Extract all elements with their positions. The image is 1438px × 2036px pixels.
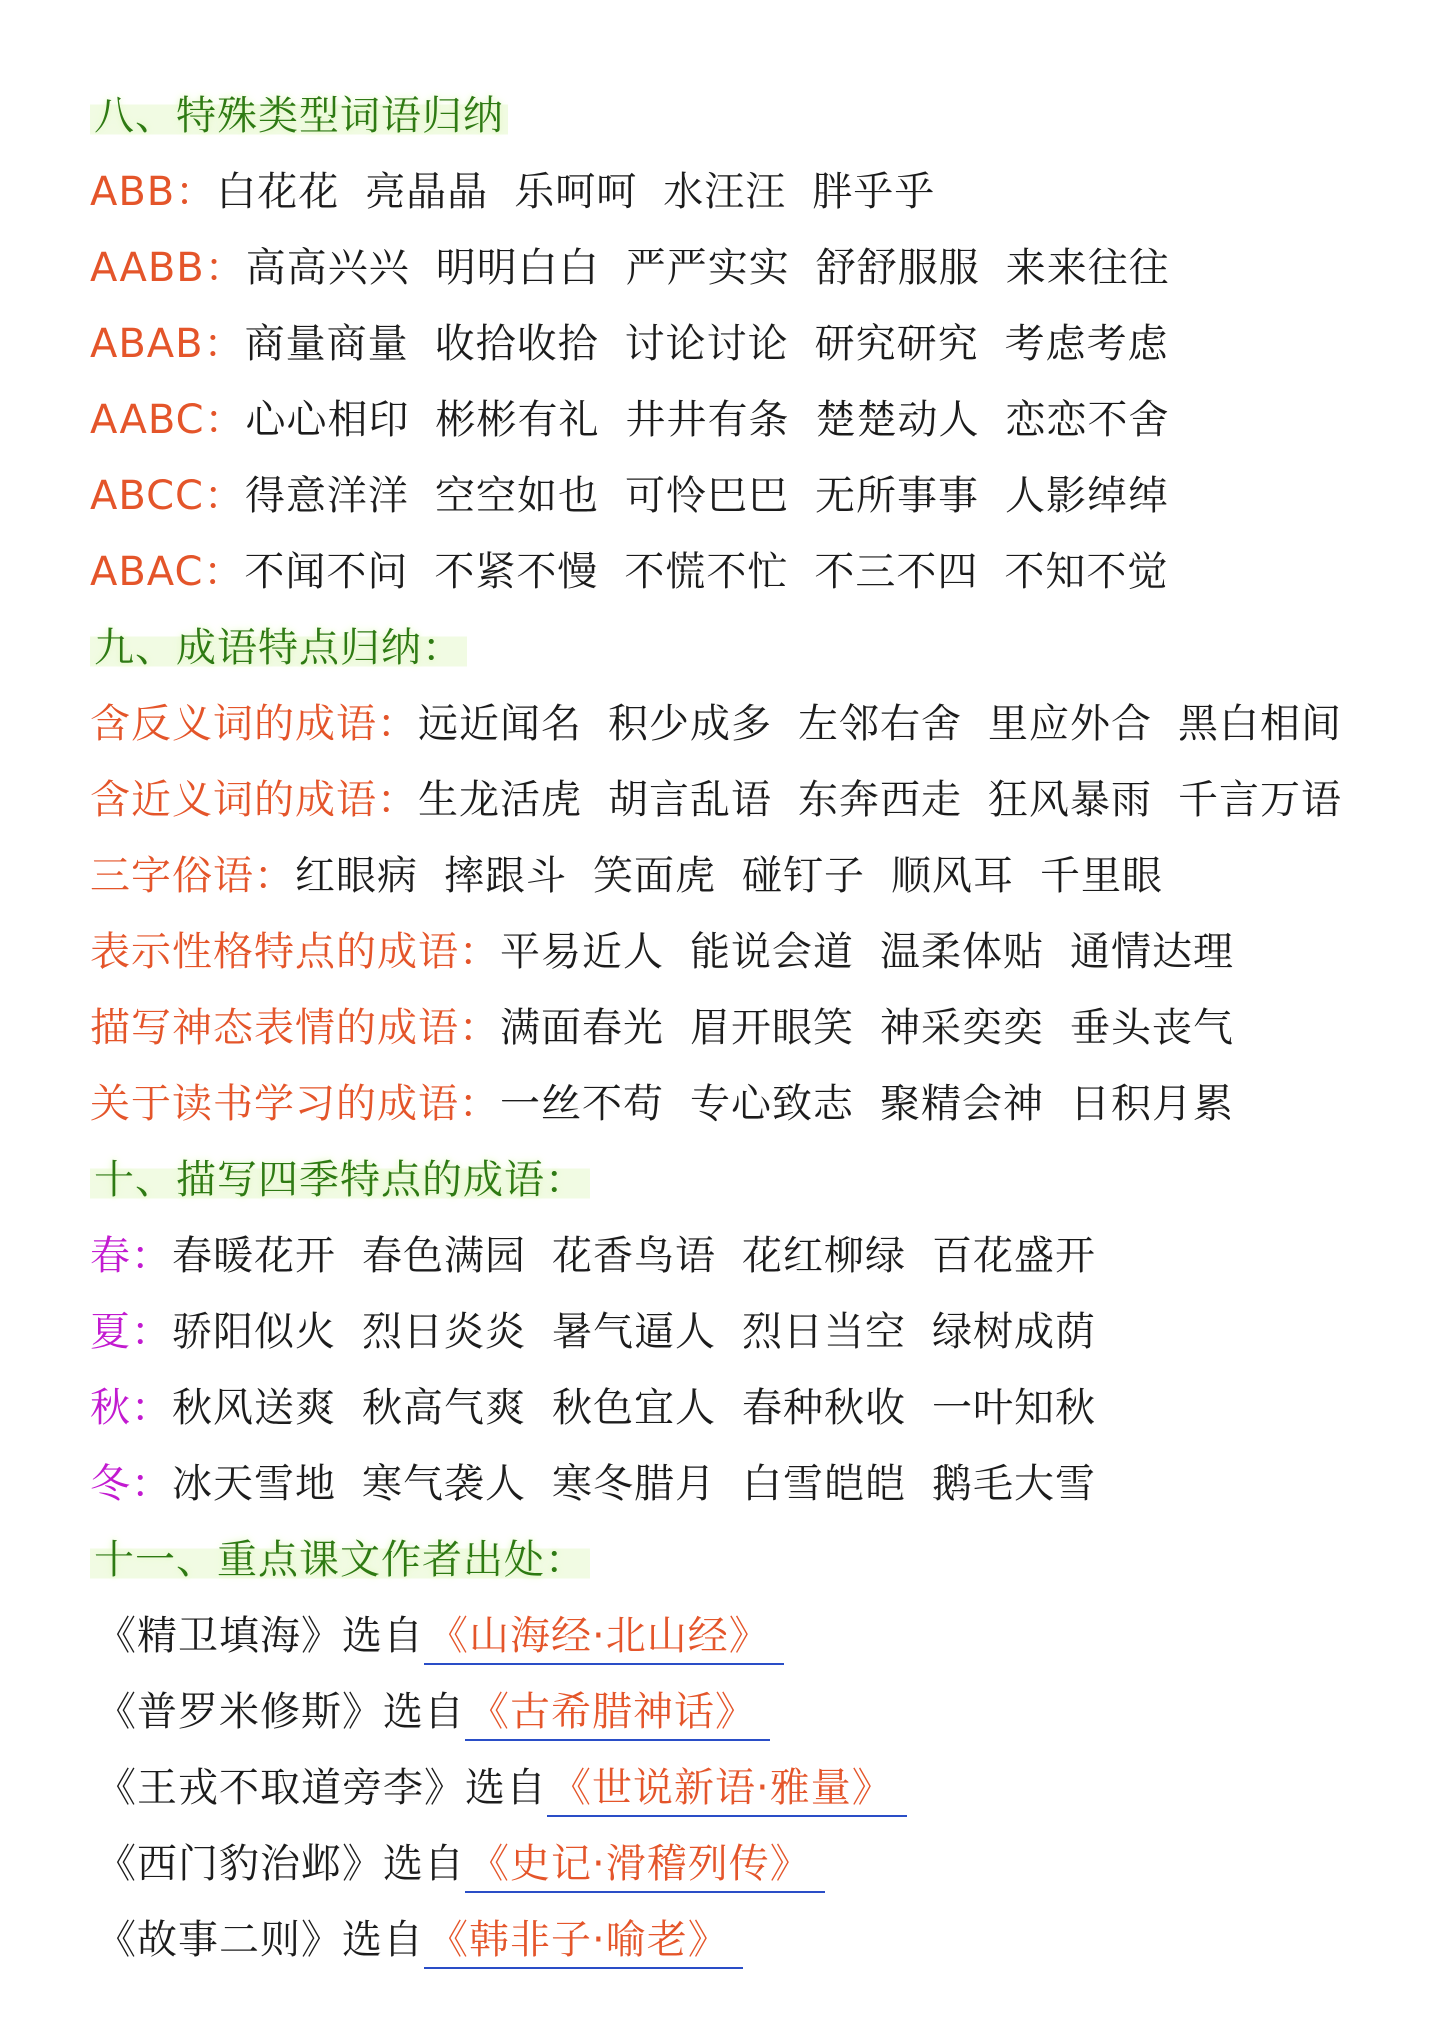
lesson-source: 《世说新语·雅量》 (547, 1761, 907, 1817)
term-item: 烈日当空 (742, 1309, 906, 1355)
term-row (90, 1066, 1438, 1142)
term-row (90, 534, 1438, 610)
section-9-rows (90, 686, 1438, 1142)
lesson-title: 《普罗米修斯》选自 (96, 1689, 465, 1735)
term-item: 考虑考虑 (1004, 321, 1169, 367)
term-item: 春暖花开 (172, 1233, 336, 1279)
term-item: 严严实实 (625, 245, 790, 291)
term-item: 空空如也 (434, 473, 599, 519)
term-item: 花红柳绿 (742, 1233, 906, 1279)
term-item: 里应外合 (988, 701, 1152, 747)
term-row (90, 838, 1438, 914)
term-item: 千言万语 (1178, 777, 1342, 823)
term-item: 顺风耳 (891, 853, 1014, 899)
lesson-title: 《故事二则》选自 (96, 1917, 424, 1963)
term-item: 积少成多 (608, 701, 772, 747)
term-item: 寒气袭人 (362, 1461, 526, 1507)
source-row (90, 1598, 1438, 1674)
term-row (90, 306, 1438, 382)
term-item: 明明白白 (435, 245, 600, 291)
term-item: 烈日炎炎 (362, 1309, 526, 1355)
term-item: 人影绰绰 (1004, 473, 1169, 519)
lesson-source: 《山海经·北山经》 (424, 1609, 784, 1665)
term-item: 神采奕奕 (880, 1005, 1044, 1051)
term-row (90, 1370, 1438, 1446)
term-item: 胖乎乎 (812, 169, 936, 215)
term-item: 来来往往 (1005, 245, 1170, 291)
row-label: 冬： (90, 1461, 172, 1507)
term-item: 春种秋收 (742, 1385, 906, 1431)
term-item: 通情达理 (1070, 929, 1234, 975)
row-label: AABC： (90, 397, 246, 443)
term-item: 千里眼 (1040, 853, 1163, 899)
source-row (90, 1902, 1438, 1978)
row-label: ABB： (90, 169, 217, 215)
term-item: 恋恋不舍 (1005, 397, 1170, 443)
term-item: 眉开眼笑 (690, 1005, 854, 1051)
term-item: 一叶知秋 (932, 1385, 1096, 1431)
source-row (90, 1826, 1438, 1902)
term-row (90, 154, 1438, 230)
term-item: 水汪汪 (663, 169, 787, 215)
term-row (90, 914, 1438, 990)
row-label: 含反义词的成语： (90, 701, 418, 747)
term-item: 聚精会神 (880, 1081, 1044, 1127)
source-row (90, 1674, 1438, 1750)
term-item: 白花花 (216, 169, 340, 215)
source-row (90, 1750, 1438, 1826)
lesson-source: 《韩非子·喻老》 (424, 1913, 743, 1969)
term-item: 得意洋洋 (244, 473, 409, 519)
section-11-rows (90, 1598, 1438, 1978)
row-label: 含近义词的成语： (90, 777, 418, 823)
row-label: ABCC： (90, 473, 245, 519)
section-heading-11: 十一、重点课文作者出处： (90, 1522, 1438, 1598)
term-item: 无所事事 (814, 473, 979, 519)
section-heading-8: 八、特殊类型词语归纳 (90, 78, 1438, 154)
term-item: 舒舒服服 (815, 245, 980, 291)
term-item: 研究研究 (814, 321, 979, 367)
term-item: 乐呵呵 (514, 169, 638, 215)
term-item: 狂风暴雨 (988, 777, 1152, 823)
row-label: ABAC： (90, 549, 245, 595)
term-item: 商量商量 (244, 321, 409, 367)
term-item: 讨论讨论 (624, 321, 789, 367)
row-label: 三字俗语： (90, 853, 295, 899)
term-item: 秋色宜人 (552, 1385, 716, 1431)
term-item: 满面春光 (500, 1005, 664, 1051)
term-item: 胡言乱语 (608, 777, 772, 823)
term-item: 能说会道 (690, 929, 854, 975)
term-item: 不三不四 (814, 549, 979, 595)
row-label: ABAB： (90, 321, 245, 367)
term-row (90, 458, 1438, 534)
term-item: 碰钉子 (742, 853, 865, 899)
term-row (90, 762, 1438, 838)
row-label: 秋： (90, 1385, 172, 1431)
term-item: 一丝不苟 (500, 1081, 664, 1127)
row-label: 描写神态表情的成语： (90, 1005, 500, 1051)
lesson-title: 《王戎不取道旁李》选自 (96, 1765, 547, 1811)
term-item: 不闻不问 (244, 549, 409, 595)
term-item: 温柔体贴 (880, 929, 1044, 975)
term-item: 秋风送爽 (172, 1385, 336, 1431)
row-label: 春： (90, 1233, 172, 1279)
term-row (90, 230, 1438, 306)
term-item: 收拾收拾 (434, 321, 599, 367)
term-item: 亮晶晶 (365, 169, 489, 215)
term-item: 心心相印 (245, 397, 410, 443)
term-item: 春色满园 (362, 1233, 526, 1279)
term-item: 花香鸟语 (552, 1233, 716, 1279)
lesson-title: 《西门豹治邺》选自 (96, 1841, 465, 1887)
section-10-rows (90, 1218, 1438, 1522)
term-item: 井井有条 (625, 397, 790, 443)
term-item: 生龙活虎 (418, 777, 582, 823)
term-row (90, 382, 1438, 458)
term-item: 黑白相间 (1178, 701, 1342, 747)
term-item: 垂头丧气 (1070, 1005, 1234, 1051)
row-label: 夏： (90, 1309, 172, 1355)
term-item: 冰天雪地 (172, 1461, 336, 1507)
term-item: 东奔西走 (798, 777, 962, 823)
term-row (90, 1446, 1438, 1522)
lesson-source: 《古希腊神话》 (465, 1685, 770, 1741)
term-row (90, 1218, 1438, 1294)
lesson-title: 《精卫填海》选自 (96, 1613, 424, 1659)
term-item: 百花盛开 (932, 1233, 1096, 1279)
section-8-rows (90, 154, 1438, 610)
term-row (90, 990, 1438, 1066)
term-item: 左邻右舍 (798, 701, 962, 747)
term-item: 彬彬有礼 (435, 397, 600, 443)
term-item: 日积月累 (1070, 1081, 1234, 1127)
term-item: 骄阳似火 (172, 1309, 336, 1355)
term-item: 寒冬腊月 (552, 1461, 716, 1507)
term-item: 平易近人 (500, 929, 664, 975)
term-item: 不慌不忙 (624, 549, 789, 595)
term-item: 高高兴兴 (245, 245, 410, 291)
term-item: 楚楚动人 (815, 397, 980, 443)
term-item: 专心致志 (690, 1081, 854, 1127)
term-row (90, 686, 1438, 762)
row-label: AABB： (90, 245, 246, 291)
term-item: 秋高气爽 (362, 1385, 526, 1431)
term-item: 红眼病 (295, 853, 418, 899)
term-item: 不知不觉 (1004, 549, 1169, 595)
section-heading-10: 十、描写四季特点的成语： (90, 1142, 1438, 1218)
lesson-source: 《史记·滑稽列传》 (465, 1837, 825, 1893)
term-row (90, 1294, 1438, 1370)
term-item: 摔跟斗 (444, 853, 567, 899)
term-item: 暑气逼人 (552, 1309, 716, 1355)
term-item: 笑面虎 (593, 853, 716, 899)
term-item: 绿树成荫 (932, 1309, 1096, 1355)
term-item: 白雪皑皑 (742, 1461, 906, 1507)
row-label: 表示性格特点的成语： (90, 929, 500, 975)
section-heading-9: 九、成语特点归纳： (90, 610, 1438, 686)
term-item: 可怜巴巴 (624, 473, 789, 519)
term-item: 不紧不慢 (434, 549, 599, 595)
term-item: 鹅毛大雪 (932, 1461, 1096, 1507)
term-item: 远近闻名 (418, 701, 582, 747)
row-label: 关于读书学习的成语： (90, 1081, 500, 1127)
